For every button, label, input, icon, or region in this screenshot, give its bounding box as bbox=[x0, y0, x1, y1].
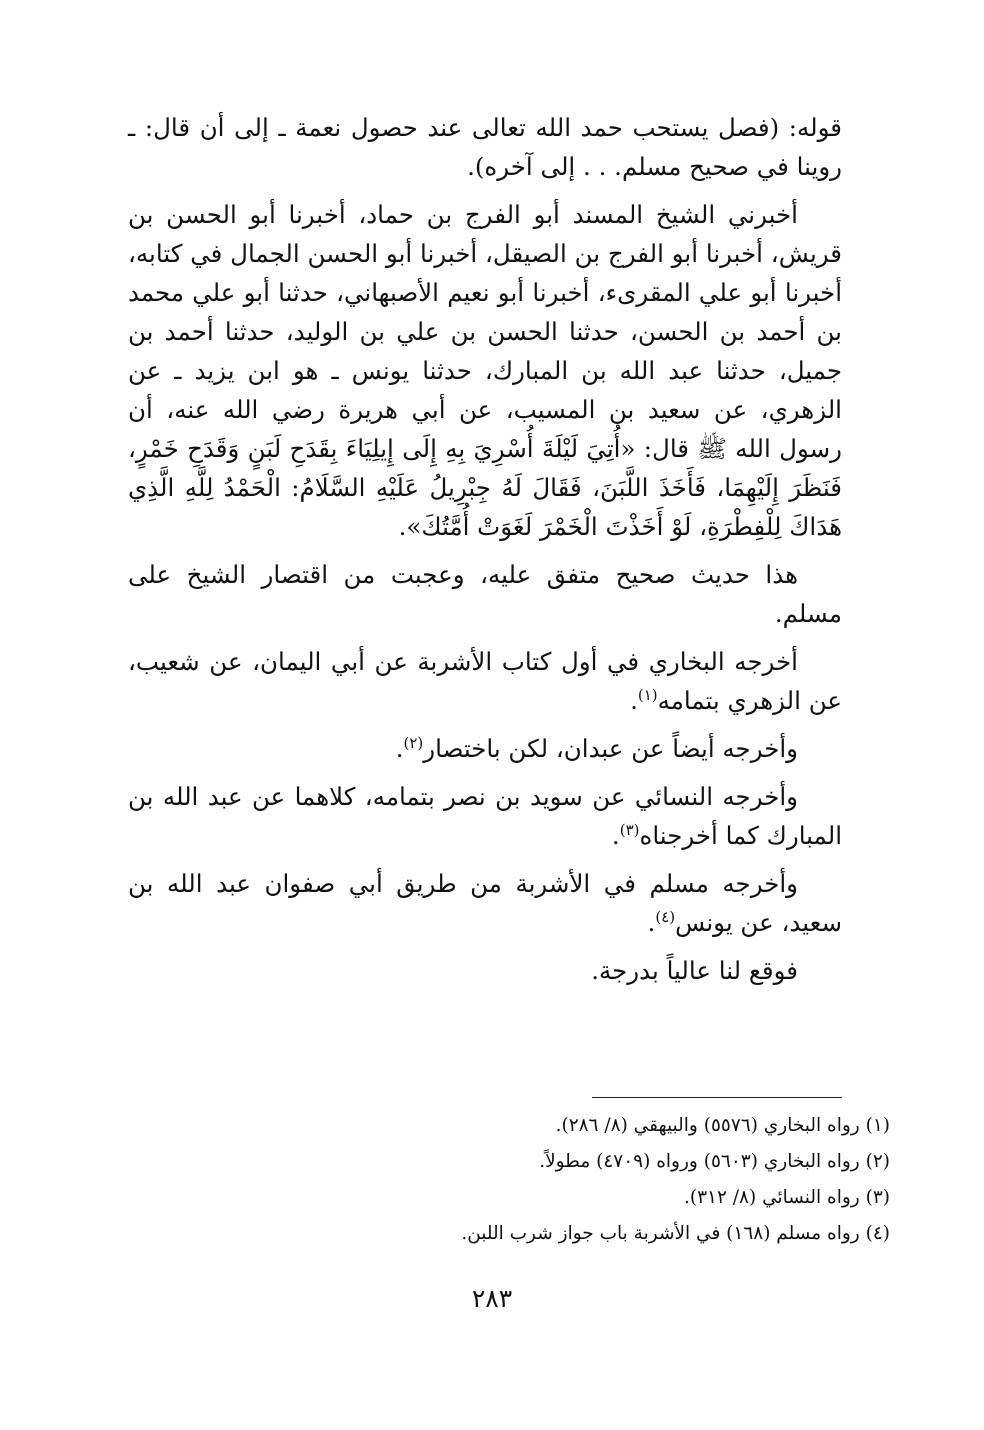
paragraph-text: أخرجه البخاري في أول كتاب الأشربة عن أبي اليمان، عن شعيب، عن الزهري بتمامه bbox=[128, 647, 842, 715]
paragraph-takhrij-bukhari bbox=[128, 642, 842, 720]
footnote-marker: (٣) bbox=[619, 821, 640, 839]
footnote-marker: (١) bbox=[637, 686, 658, 704]
paragraph-text: وأخرجه النسائي عن سويد بن نصر بتمامه، كلاهما عن عبد الله بن المبارك كما أخرجناه bbox=[128, 782, 842, 850]
paragraph-text: وأخرجه أيضاً عن عبدان، لكن باختصار bbox=[423, 734, 798, 763]
footnote-marker: (٢) bbox=[403, 734, 424, 752]
footnote-1: (١) رواه البخاري (٥٥٧٦) والبيهقي (٨/ ٢٨٦). bbox=[555, 1115, 890, 1136]
paragraph-takhrij-nasai bbox=[128, 777, 842, 855]
sentence-end: . bbox=[630, 686, 638, 715]
paragraph-isnad-hadith bbox=[128, 195, 842, 546]
paragraph-text: فوقع لنا عالياً بدرجة. bbox=[591, 956, 798, 985]
footnote-3: (٣) رواه النسائي (٨/ ٣١٢). bbox=[684, 1187, 890, 1208]
paragraph-text: وأخرجه مسلم في الأشربة من طريق أبي صفوان عبد الله بن سعيد، عن يونس bbox=[128, 869, 842, 937]
paragraph-grading bbox=[128, 555, 842, 633]
sentence-end: . bbox=[611, 821, 620, 850]
main-text bbox=[128, 108, 842, 999]
footnotes bbox=[128, 1108, 890, 1252]
footnote-2: (٢) رواه البخاري (٥٦٠٣) ورواه (٤٧٠٩) مطولاً. bbox=[539, 1151, 890, 1172]
paragraph-takhrij-muslim bbox=[128, 864, 842, 942]
footnote-marker: (٤) bbox=[655, 908, 676, 926]
sentence-end: . bbox=[395, 734, 404, 763]
footnote-separator bbox=[592, 1097, 842, 1098]
sentence-end: . bbox=[647, 908, 656, 937]
paragraph-conclusion bbox=[128, 951, 842, 990]
page-number: ٢٨٣ bbox=[471, 1284, 513, 1313]
paragraph-text: أخبرني الشيخ المسند أبو الفرج بن حماد، أخبرنا أبو الحسن بن قريش، أخبرنا أبو الفرج بن الصيقل، أخبرنا أبو الحسن الجمال في كتابه، أخبرنا أبو علي المقرىء، أخبرنا أبو نعيم الأصبهاني، حدثنا أبو علي محمد بن أحمد بن الحسن، حدثنا الحسن بن علي بن الوليد، حدثنا أحمد بن جميل، حدثنا عبد الله بن المبارك، حدثنا يونس ـ هو ابن يزيد ـ عن الزهري، عن سعيد بن المسيب، عن أبي هريرة رضي الله عنه، أن رسول الله ﷺ قال: «أُتِيَ لَيْلَةَ أُسْرِيَ بِهِ إِلَى إِيلِيَاءَ بِقَدَحِ لَبَنٍ وَقَدَحِ خَمْرٍ، فَنَظَرَ إِلَيْهِمَا، فَأَخَذَ اللَّبَنَ، فَقَالَ لَهُ جِبْرِيلُ عَلَيْهِ السَّلَامُ: الْحَمْدُ لِلَّهِ الَّذِي هَدَاكَ لِلْفِطْرَةِ، لَوْ أَخَذْتَ الْخَمْرَ لَغَوَتْ أُمَّتُكَ». bbox=[128, 200, 842, 541]
paragraph-text: قوله: (فصل يستحب حمد الله تعالى عند حصول نعمة ـ إلى أن قال: ـ روينا في صحيح مسلم. . . إلى آخره). bbox=[128, 113, 842, 181]
paragraph-takhrij-abdan bbox=[128, 729, 842, 768]
footnote-4: (٤) رواه مسلم (١٦٨) في الأشربة باب جواز شرب اللبن. bbox=[461, 1223, 890, 1244]
paragraph-text: هذا حديث صحيح متفق عليه، وعجبت من اقتصار الشيخ على مسلم. bbox=[128, 560, 842, 628]
paragraph-heading-quote bbox=[128, 108, 842, 186]
